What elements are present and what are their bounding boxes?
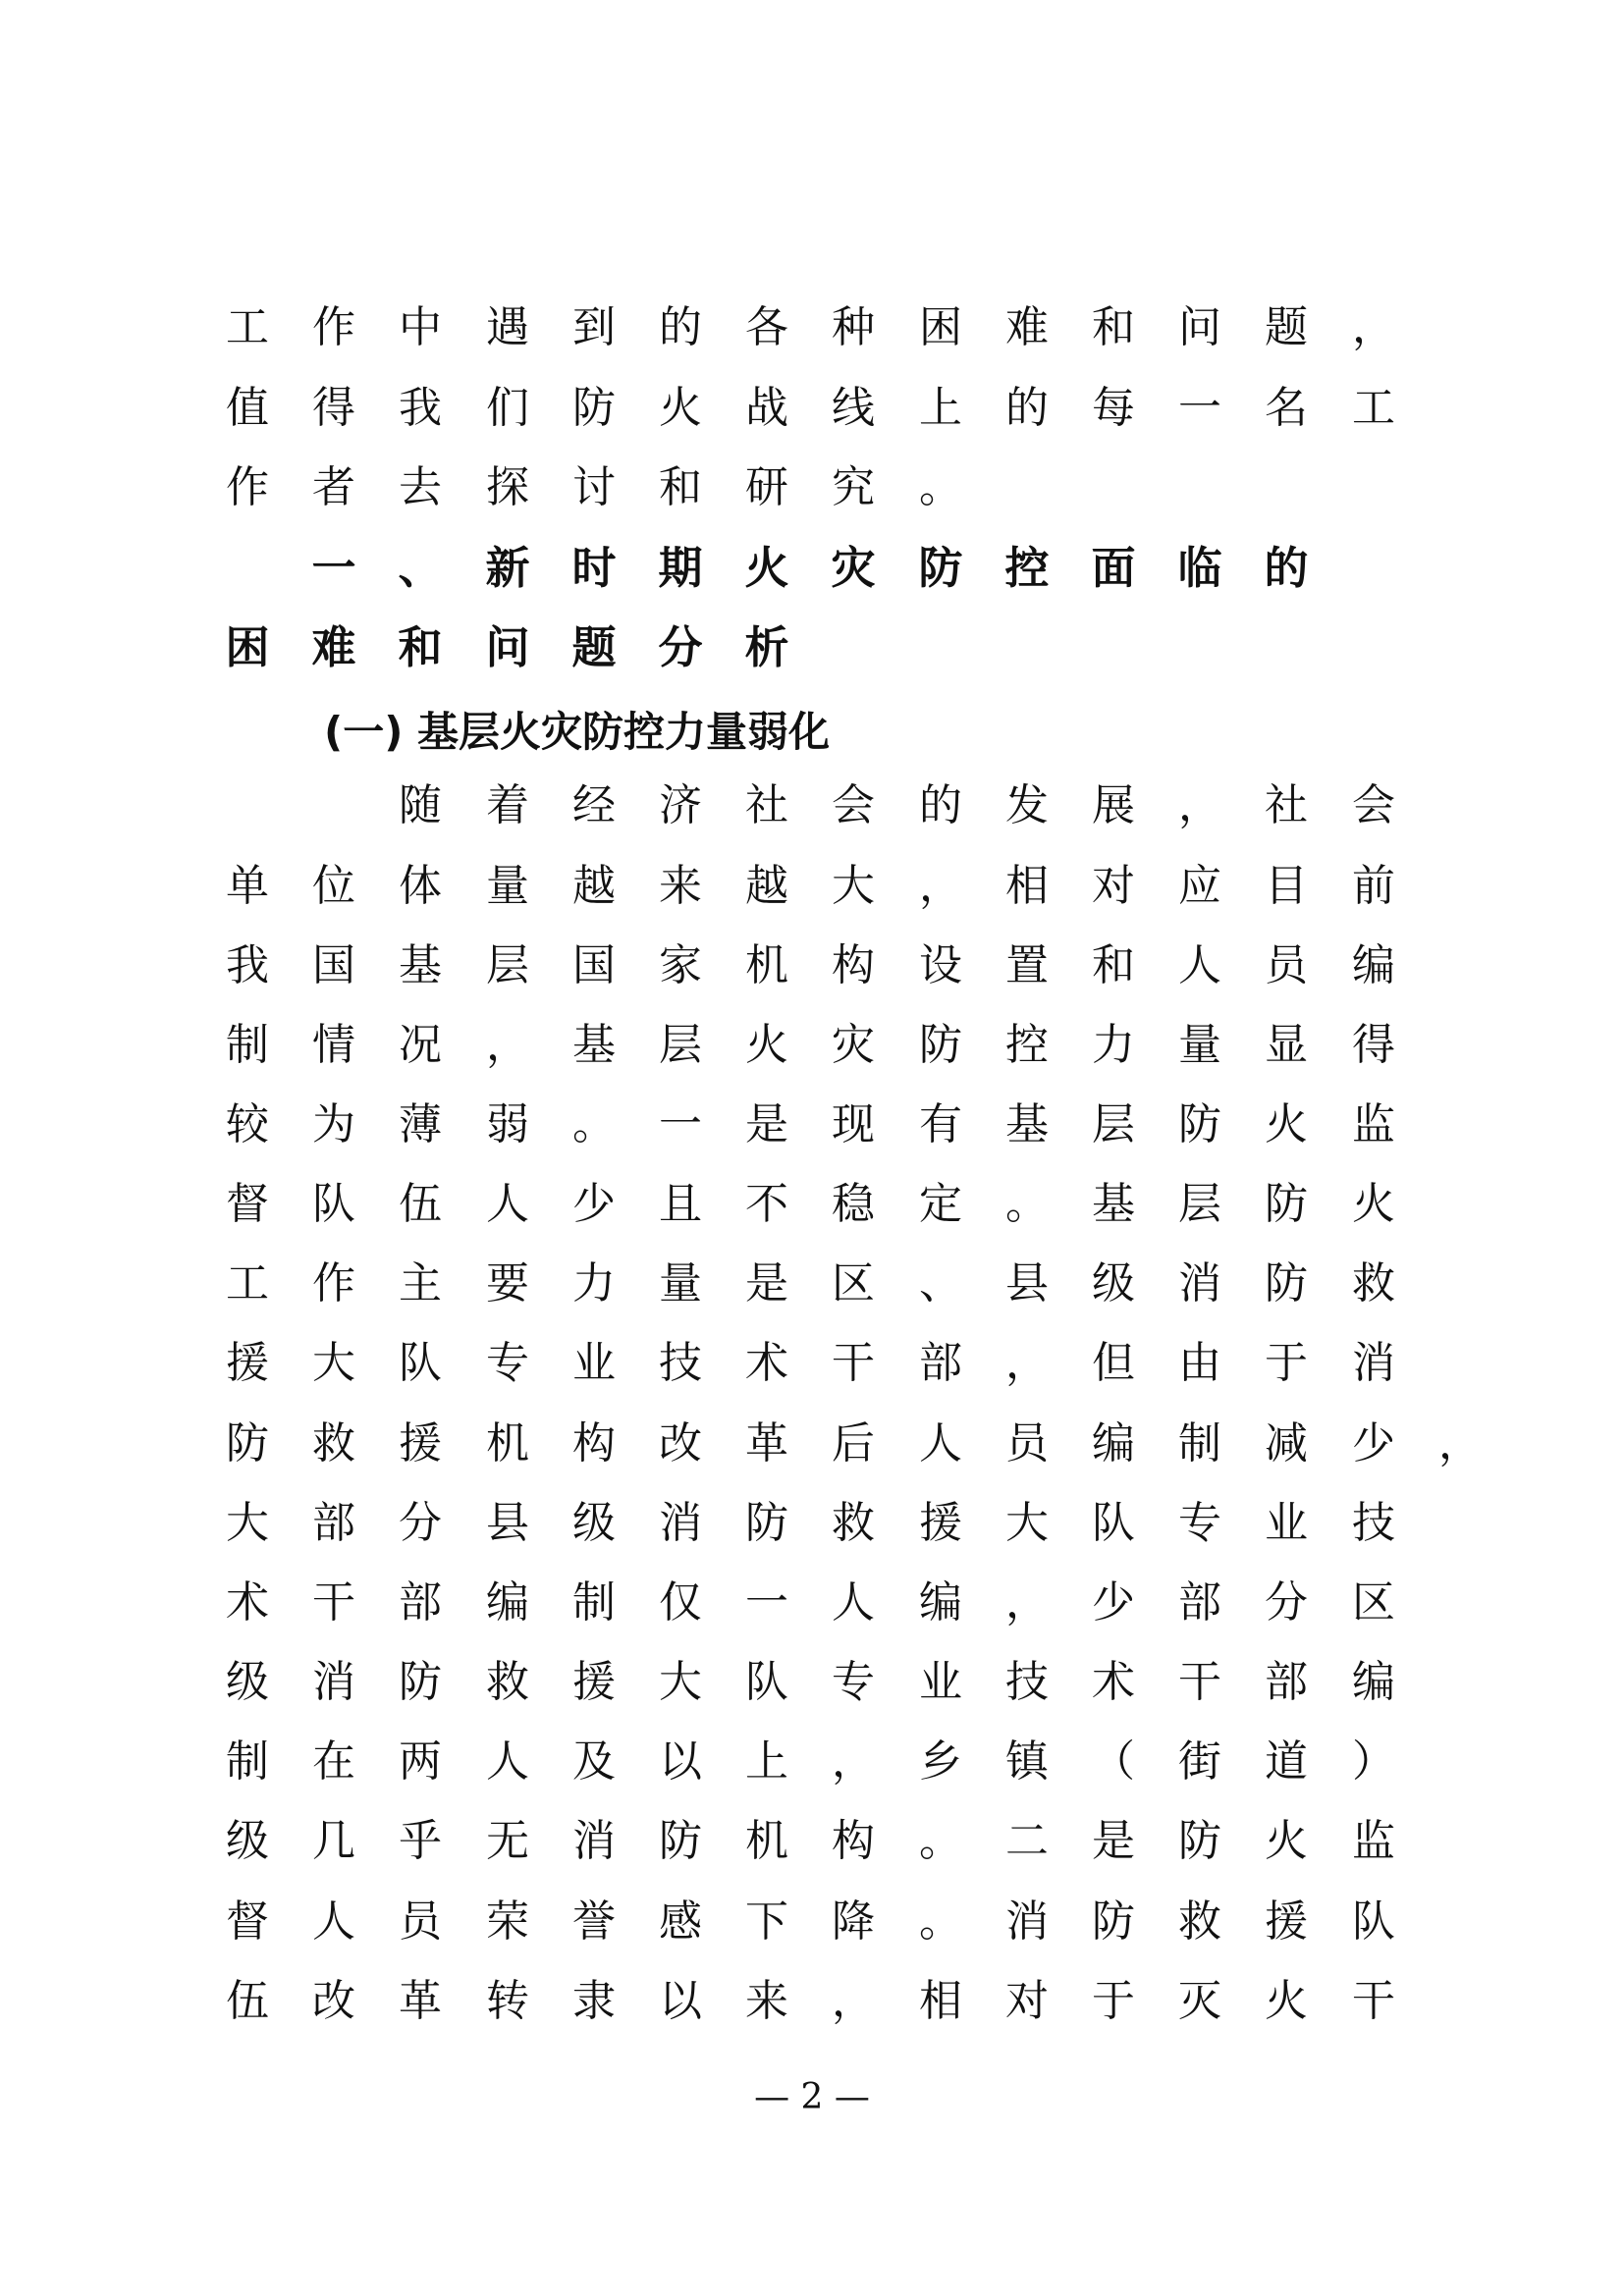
character: 救 xyxy=(312,1418,355,1468)
character: 灾 xyxy=(831,542,876,594)
character: 火 xyxy=(744,542,789,594)
character: 时 xyxy=(571,542,617,594)
character: 。 xyxy=(572,1099,616,1149)
character: 越 xyxy=(572,861,616,911)
character: 编 xyxy=(1092,1418,1135,1468)
character: 大 xyxy=(832,861,875,911)
character: 遇 xyxy=(486,302,529,352)
character: 者 xyxy=(312,462,355,512)
character: 们 xyxy=(486,383,529,433)
character: 防 xyxy=(1265,1258,1308,1308)
character: 去 xyxy=(399,462,442,512)
character: 后 xyxy=(832,1418,875,1468)
character: 、 xyxy=(919,1258,962,1308)
character: 防 xyxy=(1178,1816,1221,1866)
character: 一 xyxy=(659,1099,702,1149)
character: 探 xyxy=(486,462,529,512)
character: 前 xyxy=(1352,861,1395,911)
character: 级 xyxy=(1092,1258,1135,1308)
character: 编 xyxy=(486,1577,529,1628)
character: 防 xyxy=(918,542,963,594)
character: 术 xyxy=(1092,1657,1135,1707)
character: 随 xyxy=(399,780,442,830)
character: 社 xyxy=(1265,780,1308,830)
character: 问 xyxy=(485,621,530,673)
character: 控 xyxy=(1004,542,1050,594)
character: 有 xyxy=(919,1099,962,1149)
character: 题 xyxy=(1265,302,1308,352)
character: 位 xyxy=(312,861,355,911)
character: 下 xyxy=(745,1896,788,1947)
character: 体 xyxy=(399,861,442,911)
character: 员 xyxy=(1005,1418,1049,1468)
character: 期 xyxy=(658,542,703,594)
character: ， xyxy=(1005,1338,1049,1388)
character: 级 xyxy=(226,1816,269,1866)
character: 的 xyxy=(919,780,962,830)
character: ， xyxy=(1438,1418,1482,1468)
character: ， xyxy=(832,1976,875,2026)
character: 线 xyxy=(832,383,875,433)
character: 机 xyxy=(745,1816,788,1866)
character: 消 xyxy=(1352,1338,1395,1388)
character: 援 xyxy=(399,1418,442,1468)
character: 消 xyxy=(1178,1258,1221,1308)
character: 力 xyxy=(1092,1020,1135,1070)
character: 会 xyxy=(832,780,875,830)
character: 救 xyxy=(486,1657,529,1707)
character: 防 xyxy=(226,1418,269,1468)
character: 火 xyxy=(745,1020,788,1070)
character: 人 xyxy=(312,1896,355,1947)
character: 和 xyxy=(398,621,443,673)
character: ， xyxy=(486,1020,529,1070)
character: 制 xyxy=(226,1020,269,1070)
character: 面 xyxy=(1091,542,1136,594)
character: 防 xyxy=(659,1816,702,1866)
character: 难 xyxy=(311,621,356,673)
character: 分 xyxy=(1265,1577,1308,1628)
character: 乎 xyxy=(399,1816,442,1866)
character: ， xyxy=(1352,302,1395,352)
character: 术 xyxy=(226,1577,269,1628)
character: 几 xyxy=(312,1816,355,1866)
character: 员 xyxy=(1265,940,1308,990)
character: 于 xyxy=(1092,1976,1135,2026)
character: 员 xyxy=(399,1896,442,1947)
character: 不 xyxy=(745,1179,788,1229)
character: 干 xyxy=(832,1338,875,1388)
character: 制 xyxy=(226,1736,269,1787)
character: （ xyxy=(1092,1736,1135,1787)
character: 专 xyxy=(832,1657,875,1707)
character: 大 xyxy=(312,1338,355,1388)
character: 弱 xyxy=(486,1099,529,1149)
character: 机 xyxy=(745,940,788,990)
character: 各 xyxy=(745,302,788,352)
character: 防 xyxy=(572,383,616,433)
character: 工 xyxy=(226,1258,269,1308)
character: 得 xyxy=(1352,1020,1395,1070)
character: 两 xyxy=(399,1736,442,1787)
character: 基 xyxy=(1005,1099,1049,1149)
character: 督 xyxy=(226,1896,269,1947)
character: 防 xyxy=(745,1498,788,1548)
character: 是 xyxy=(1092,1816,1135,1866)
character: 二 xyxy=(1005,1816,1049,1866)
character: 况 xyxy=(399,1020,442,1070)
character: 火 xyxy=(1265,1099,1308,1149)
character: 新 xyxy=(485,542,530,594)
character: 研 xyxy=(745,462,788,512)
character: 基 xyxy=(399,940,442,990)
character: 种 xyxy=(832,302,875,352)
character: 消 xyxy=(659,1498,702,1548)
character: 相 xyxy=(1005,861,1049,911)
character: 基 xyxy=(572,1020,616,1070)
character: 援 xyxy=(226,1338,269,1388)
character: 改 xyxy=(659,1418,702,1468)
character: ， xyxy=(1005,1577,1049,1628)
character: 部 xyxy=(1265,1657,1308,1707)
character: 干 xyxy=(1178,1657,1221,1707)
character: 制 xyxy=(572,1577,616,1628)
character: 伍 xyxy=(399,1179,442,1229)
character: 的 xyxy=(659,302,702,352)
character: 控 xyxy=(1005,1020,1049,1070)
character: 监 xyxy=(1352,1816,1395,1866)
character: 析 xyxy=(744,621,789,673)
character: 消 xyxy=(312,1657,355,1707)
character: 家 xyxy=(659,940,702,990)
character: 但 xyxy=(1092,1338,1135,1388)
character: 为 xyxy=(312,1099,355,1149)
character: 工 xyxy=(226,302,269,352)
character: 是 xyxy=(745,1258,788,1308)
character: 经 xyxy=(572,780,616,830)
character: 大 xyxy=(659,1657,702,1707)
character: 术 xyxy=(745,1338,788,1388)
character: 值 xyxy=(226,383,269,433)
character: 援 xyxy=(1265,1896,1308,1947)
character: 的 xyxy=(1005,383,1049,433)
character: 人 xyxy=(832,1577,875,1628)
character: 工 xyxy=(1352,383,1395,433)
character: 情 xyxy=(312,1020,355,1070)
character: 构 xyxy=(572,1418,616,1468)
character: 我 xyxy=(399,383,442,433)
character: 部 xyxy=(1178,1577,1221,1628)
character: 救 xyxy=(1178,1896,1221,1947)
character: 救 xyxy=(1352,1258,1395,1308)
character: 一 xyxy=(745,1577,788,1628)
character: 设 xyxy=(919,940,962,990)
character: 编 xyxy=(1352,1657,1395,1707)
character: 转 xyxy=(486,1976,529,2026)
character: 人 xyxy=(486,1179,529,1229)
character: 国 xyxy=(312,940,355,990)
character: 济 xyxy=(659,780,702,830)
character: 我 xyxy=(226,940,269,990)
character: 以 xyxy=(659,1976,702,2026)
character: 感 xyxy=(659,1896,702,1947)
character: 着 xyxy=(486,780,529,830)
character: 灾 xyxy=(832,1020,875,1070)
character: 道 xyxy=(1265,1736,1308,1787)
character: 题 xyxy=(571,621,617,673)
character: 革 xyxy=(745,1418,788,1468)
character: 难 xyxy=(1005,302,1049,352)
character: 置 xyxy=(1005,940,1049,990)
character: 构 xyxy=(832,1816,875,1866)
character: 技 xyxy=(1005,1657,1049,1707)
character: 部 xyxy=(399,1577,442,1628)
character: 督 xyxy=(226,1179,269,1229)
character: 应 xyxy=(1178,861,1221,911)
character: 部 xyxy=(919,1338,962,1388)
character: 现 xyxy=(832,1099,875,1149)
character: 于 xyxy=(1265,1338,1308,1388)
character: 人 xyxy=(486,1736,529,1787)
character: 问 xyxy=(1178,302,1221,352)
character: 队 xyxy=(745,1657,788,1707)
character: 减 xyxy=(1265,1418,1308,1468)
character: 对 xyxy=(1092,861,1135,911)
character: 火 xyxy=(659,383,702,433)
character: 专 xyxy=(1178,1498,1221,1548)
character: 防 xyxy=(1265,1179,1308,1229)
character: 社 xyxy=(745,780,788,830)
character: 县 xyxy=(1005,1258,1049,1308)
character: 降 xyxy=(832,1896,875,1947)
character: 会 xyxy=(1352,780,1395,830)
character: 少 xyxy=(1352,1418,1395,1468)
character: 上 xyxy=(745,1736,788,1787)
character: 构 xyxy=(832,940,875,990)
character: 对 xyxy=(1005,1976,1049,2026)
character: 相 xyxy=(919,1976,962,2026)
character: 层 xyxy=(486,940,529,990)
character: 队 xyxy=(399,1338,442,1388)
character: 主 xyxy=(399,1258,442,1308)
character: 防 xyxy=(1092,1896,1135,1947)
character: 在 xyxy=(312,1736,355,1787)
subheading: (一) 基层火灾防控力量弱化 xyxy=(324,708,831,756)
character: 分 xyxy=(399,1498,442,1548)
character: 队 xyxy=(1092,1498,1135,1548)
character: 。 xyxy=(1005,1179,1049,1229)
character: 制 xyxy=(1178,1418,1221,1468)
character: 基 xyxy=(1092,1179,1135,1229)
character: 作 xyxy=(312,1258,355,1308)
character: 防 xyxy=(399,1657,442,1707)
character: 队 xyxy=(1352,1896,1395,1947)
character: 到 xyxy=(572,302,616,352)
character: 防 xyxy=(919,1020,962,1070)
character: 机 xyxy=(486,1418,529,1468)
character: 援 xyxy=(919,1498,962,1548)
character: 人 xyxy=(1178,940,1221,990)
character: 人 xyxy=(919,1418,962,1468)
character: 的 xyxy=(1264,542,1309,594)
character: 少 xyxy=(572,1179,616,1229)
character: 较 xyxy=(226,1099,269,1149)
character: 和 xyxy=(659,462,702,512)
character: 。 xyxy=(919,1896,962,1947)
character: 少 xyxy=(1092,1577,1135,1628)
character: 级 xyxy=(226,1657,269,1707)
character: 编 xyxy=(919,1577,962,1628)
character: 量 xyxy=(659,1258,702,1308)
character: 和 xyxy=(1092,940,1135,990)
character: 名 xyxy=(1265,383,1308,433)
character: 定 xyxy=(919,1179,962,1229)
character: 上 xyxy=(919,383,962,433)
character: 大 xyxy=(226,1498,269,1548)
character: 编 xyxy=(1352,940,1395,990)
character: 消 xyxy=(1005,1896,1049,1947)
character: 改 xyxy=(312,1976,355,2026)
character: 大 xyxy=(1005,1498,1049,1548)
character: 部 xyxy=(312,1498,355,1548)
character: 伍 xyxy=(226,1976,269,2026)
character: 级 xyxy=(572,1498,616,1548)
character: 力 xyxy=(572,1258,616,1308)
page-number: — 2 — xyxy=(754,2077,870,2117)
character: 消 xyxy=(572,1816,616,1866)
character: 、 xyxy=(398,542,443,594)
character: 薄 xyxy=(399,1099,442,1149)
character: 及 xyxy=(572,1736,616,1787)
character: ， xyxy=(919,861,962,911)
character: 越 xyxy=(745,861,788,911)
character: 究 xyxy=(832,462,875,512)
character: 目 xyxy=(1265,861,1308,911)
character: 显 xyxy=(1265,1020,1308,1070)
character: 仅 xyxy=(659,1577,702,1628)
character: 防 xyxy=(1178,1099,1221,1149)
character: 革 xyxy=(399,1976,442,2026)
character: 单 xyxy=(226,861,269,911)
character: 业 xyxy=(1265,1498,1308,1548)
character: ， xyxy=(832,1736,875,1787)
character: 火 xyxy=(1352,1179,1395,1229)
character: 火 xyxy=(1265,1816,1308,1866)
character: 国 xyxy=(572,940,616,990)
character: 稳 xyxy=(832,1179,875,1229)
character: 发 xyxy=(1005,780,1049,830)
character: 干 xyxy=(312,1577,355,1628)
character: 隶 xyxy=(572,1976,616,2026)
character: 以 xyxy=(659,1736,702,1787)
character: 队 xyxy=(312,1179,355,1229)
character: 作 xyxy=(312,302,355,352)
character: 。 xyxy=(919,462,962,512)
character: 无 xyxy=(486,1816,529,1866)
character: 和 xyxy=(1092,302,1135,352)
character: 层 xyxy=(659,1020,702,1070)
character: ） xyxy=(1352,1736,1395,1787)
character: 要 xyxy=(486,1258,529,1308)
character: 干 xyxy=(1352,1976,1395,2026)
character: 区 xyxy=(832,1258,875,1308)
character: 分 xyxy=(658,621,703,673)
character: 技 xyxy=(659,1338,702,1388)
character: 讨 xyxy=(572,462,616,512)
character: 业 xyxy=(919,1657,962,1707)
character: 区 xyxy=(1352,1577,1395,1628)
character: 一 xyxy=(311,542,356,594)
character: 乡 xyxy=(919,1736,962,1787)
character: 得 xyxy=(312,383,355,433)
character: 专 xyxy=(486,1338,529,1388)
character: 。 xyxy=(919,1816,962,1866)
character: 层 xyxy=(1092,1099,1135,1149)
character: 来 xyxy=(745,1976,788,2026)
character: 来 xyxy=(659,861,702,911)
character: 且 xyxy=(659,1179,702,1229)
character: 县 xyxy=(486,1498,529,1548)
character: 街 xyxy=(1178,1736,1221,1787)
character: ， xyxy=(1178,780,1221,830)
character: 镇 xyxy=(1005,1736,1049,1787)
character: 中 xyxy=(399,302,442,352)
character: 救 xyxy=(832,1498,875,1548)
character: 是 xyxy=(745,1099,788,1149)
character: 灭 xyxy=(1178,1976,1221,2026)
character: 困 xyxy=(919,302,962,352)
character: 火 xyxy=(1265,1976,1308,2026)
character: 战 xyxy=(745,383,788,433)
character: 荣 xyxy=(486,1896,529,1947)
character: 作 xyxy=(226,462,269,512)
character: 由 xyxy=(1178,1338,1221,1388)
character: 业 xyxy=(572,1338,616,1388)
character: 技 xyxy=(1352,1498,1395,1548)
character: 量 xyxy=(486,861,529,911)
character: 一 xyxy=(1178,383,1221,433)
character: 层 xyxy=(1178,1179,1221,1229)
character: 展 xyxy=(1092,780,1135,830)
character: 援 xyxy=(572,1657,616,1707)
character: 临 xyxy=(1177,542,1222,594)
character: 困 xyxy=(225,621,270,673)
character: 监 xyxy=(1352,1099,1395,1149)
character: 量 xyxy=(1178,1020,1221,1070)
character: 每 xyxy=(1092,383,1135,433)
character: 誉 xyxy=(572,1896,616,1947)
